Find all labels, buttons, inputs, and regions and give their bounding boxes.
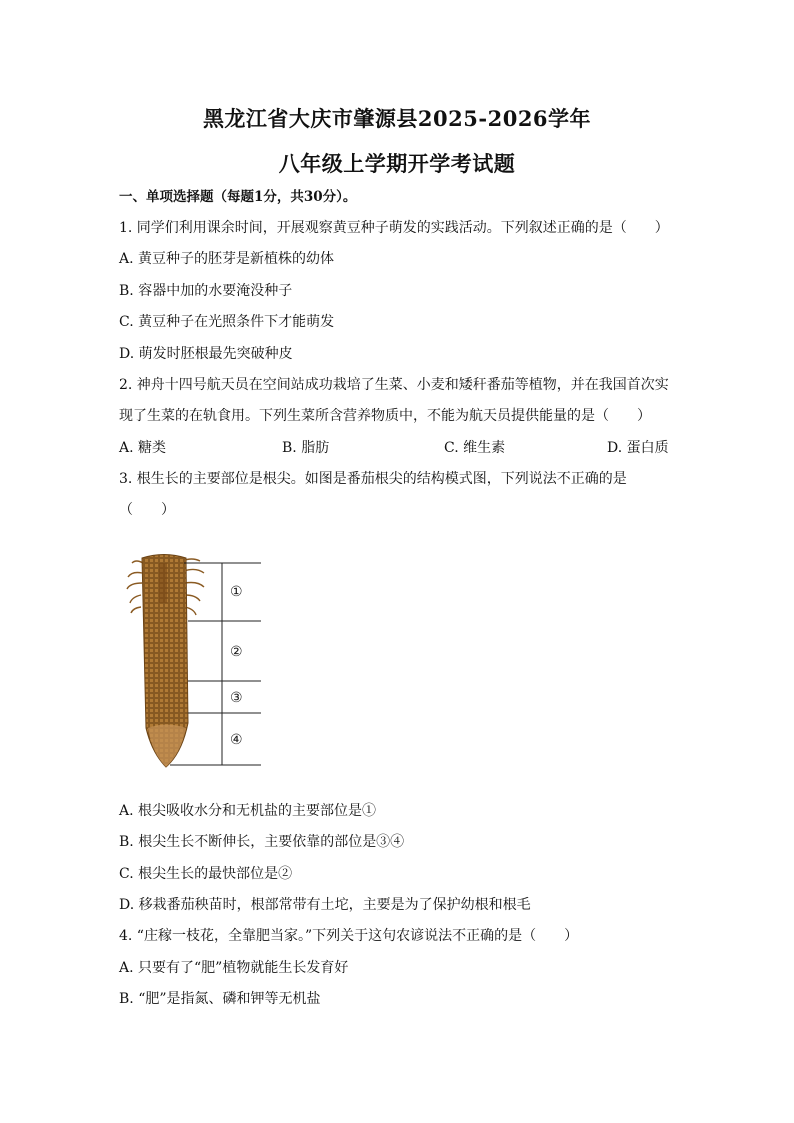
question-1-option-c: C. 黄豆种子在光照条件下才能萌发 xyxy=(119,314,335,330)
question-3-option-d: D. 移栽番茄秧苗时，根部常带有土坨，主要是为了保护幼根和根毛 xyxy=(119,897,531,913)
exam-title-line1: 黑龙江省大庆市肇源县2025-2026学年 xyxy=(202,106,592,131)
question-3-stem-line1: 3. 根生长的主要部位是根尖。如图是番茄根尖的结构模式图，下列说法不正确的是 xyxy=(119,471,627,487)
question-4-stem: 4. “庄稼一枝花，全靠肥当家。”下列关于这句农谚说法不正确的是（ ） xyxy=(119,928,579,944)
root-tip-svg xyxy=(124,553,269,773)
question-3-option-b: B. 根尖生长不断伸长，主要依靠的部位是③④ xyxy=(119,834,405,850)
question-3-option-a: A. 根尖吸收水分和无机盐的主要部位是① xyxy=(119,803,377,819)
question-2-stem-line2: 现了生菜的在轨食用。下列生菜所含营养物质中，不能为航天员提供能量的是（ ） xyxy=(119,408,651,424)
root-tip-diagram xyxy=(124,553,269,773)
question-2-option-d: D. 蛋白质 xyxy=(607,440,669,456)
question-1-stem: 1. 同学们利用课余时间，开展观察黄豆种子萌发的实践活动。下列叙述正确的是（ ） xyxy=(119,220,669,236)
vascular-core xyxy=(159,563,167,603)
zone-label-1: ① xyxy=(230,584,243,600)
zone-label-4: ④ xyxy=(230,732,243,748)
question-4-option-b: B. “肥”是指氮、磷和钾等无机盐 xyxy=(119,991,321,1007)
zone-label-2: ② xyxy=(230,644,243,660)
question-2-option-c: C. 维生素 xyxy=(444,440,506,456)
question-2-option-b: B. 脂肪 xyxy=(282,440,330,456)
question-3-option-c: C. 根尖生长的最快部位是② xyxy=(119,866,293,882)
question-1-option-a: A. 黄豆种子的胚芽是新植株的幼体 xyxy=(119,251,335,267)
question-1-option-b: B. 容器中加的水要淹没种子 xyxy=(119,283,293,299)
root-cap xyxy=(148,725,186,768)
zone-label-3: ③ xyxy=(230,690,243,706)
exam-title-line2: 八年级上学期开学考试题 xyxy=(278,151,516,176)
question-4-option-a: A. 只要有了“肥”植物就能生长发育好 xyxy=(119,960,349,976)
question-2-option-a: A. 糖类 xyxy=(119,440,167,456)
question-2-stem-line1: 2. 神舟十四号航天员在空间站成功栽培了生菜、小麦和矮秆番茄等植物，并在我国首次实 xyxy=(119,377,669,393)
section-heading: 一、单项选择题（每题1分，共30分）。 xyxy=(119,189,357,205)
question-1-option-d: D. 萌发时胚根最先突破种皮 xyxy=(119,346,293,362)
question-3-stem-line2: （ ） xyxy=(119,502,175,518)
